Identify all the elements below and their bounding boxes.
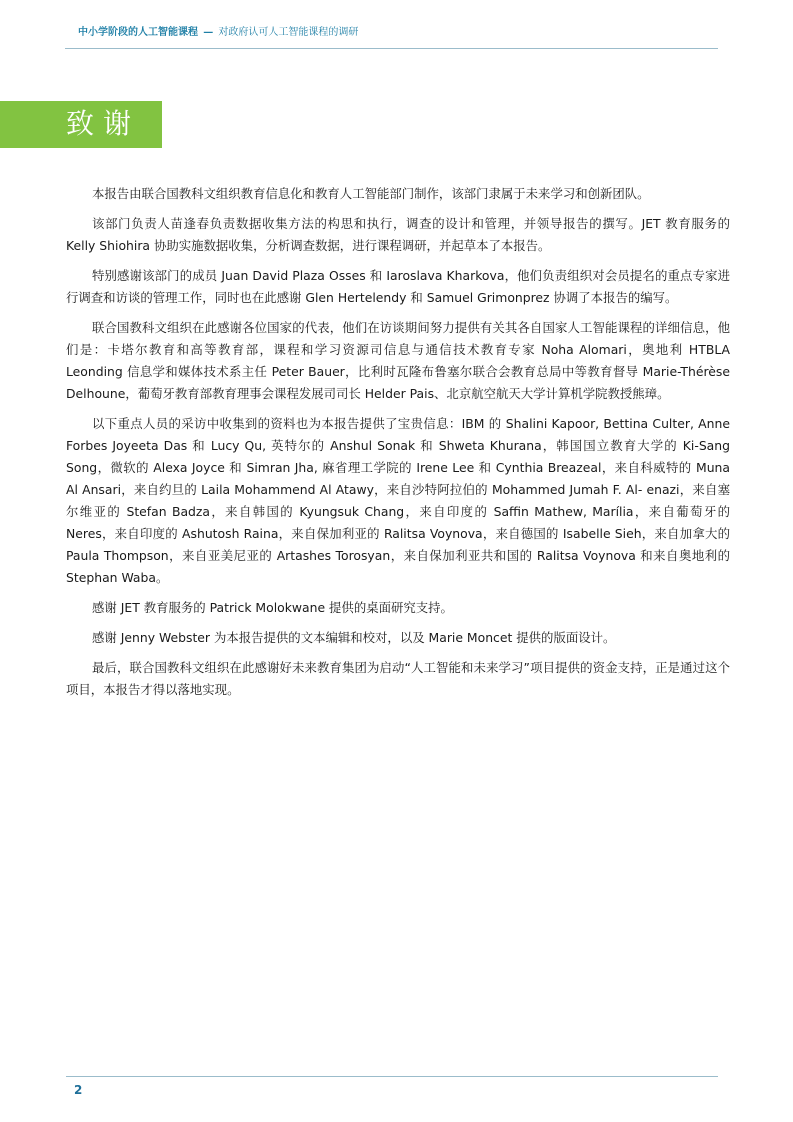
- acknowledgements-body: [66, 183, 730, 709]
- paragraph: 特别感谢该部门的成员 Juan David Plaza Osses 和 Iaroslava Kharkova，他们负责组织对会员提名的重点专家进行调查和访谈的管理工作，同时也在此感谢 Glen Hertelendy 和 Samuel Grimonprez 协调了本报告的编写。: [66, 268, 730, 305]
- paragraph: 最后，联合国教科文组织在此感谢好未来教育集团为启动“人工智能和未来学习”项目提供的资金支持，正是通过这个项目，本报告才得以落地实现。: [66, 660, 730, 697]
- header-divider: [65, 48, 718, 49]
- paragraph: 感谢 Jenny Webster 为本报告提供的文本编辑和校对，以及 Marie Moncet 提供的版面设计。: [92, 630, 616, 645]
- section-title-banner: [0, 101, 162, 148]
- header-separator: —: [203, 27, 214, 38]
- page-number: 2: [74, 1083, 83, 1097]
- header-subtitle: 对政府认可人工智能课程的调研: [218, 27, 359, 38]
- section-title: 致谢: [66, 107, 141, 140]
- running-header: [78, 26, 358, 40]
- footer-divider: [66, 1076, 718, 1077]
- paragraph: 联合国教科文组织在此感谢各位国家的代表，他们在访谈期间努力提供有关其各自国家人工智能课程的详细信息，他们是：卡塔尔教育和高等教育部，课程和学习资源司信息与通信技术教育专家 Noha Alomari，奥地利 HTBLA Leonding 信息学和媒体技术系主任 Peter Bauer，比利时瓦隆布鲁塞尔联合会教育总局中等教育督导 Marie-Thérèse Delhoune，葡萄牙教育部教育理事会课程发展司司长 Helder Pais、北京航空航天大学计算机学院教授熊璋。: [66, 320, 730, 401]
- paragraph: 该部门负责人苗逢春负责数据收集方法的构思和执行，调查的设计和管理，并领导报告的撰写。JET 教育服务的 Kelly Shiohira 协助实施数据收集，分析调查数据，进行课程调研，并起草本了本报告。: [66, 216, 730, 253]
- paragraph: 以下重点人员的采访中收集到的资料也为本报告提供了宝贵信息：IBM 的 Shalini Kapoor, Bettina Culter, Anne Forbes Joyeeta Das 和 Lucy Qu, 英特尔的 Anshul Sonak 和 Shweta Khurana，韩国国立教育大学的 Ki-Sang Song，微软的 Alexa Joyce 和 Simran Jha, 麻省理工学院的 Irene Lee 和 Cynthia Breazeal，来自科威特的 Muna Al Ansari，来自约旦的 Laila Mohammend Al Atawy，来自沙特阿拉伯的 Mohammed Jumah F. Al- enazi，来自塞尔维亚的 Stefan Badza，来自韩国的 Kyungsuk Chang，来自印度的 Saffin Mathew, Marília，来自葡萄牙的 Neres，来自印度的 Ashutosh Raina，来自保加利亚的 Ralitsa Voynova，来自德国的 Isabelle Sieh，来自加拿大的 Paula Thompson，来自亚美尼亚的 Artashes Torosyan，来自保加利亚共和国的 Ralitsa Voynova 和来自奥地利的 Stephan Waba。: [66, 416, 730, 585]
- paragraph: 本报告由联合国教科文组织教育信息化和教育人工智能部门制作，该部门隶属于未来学习和创新团队。: [92, 186, 650, 201]
- paragraph: 感谢 JET 教育服务的 Patrick Molokwane 提供的桌面研究支持。: [92, 600, 453, 615]
- header-course-title: 中小学阶段的人工智能课程: [78, 27, 198, 38]
